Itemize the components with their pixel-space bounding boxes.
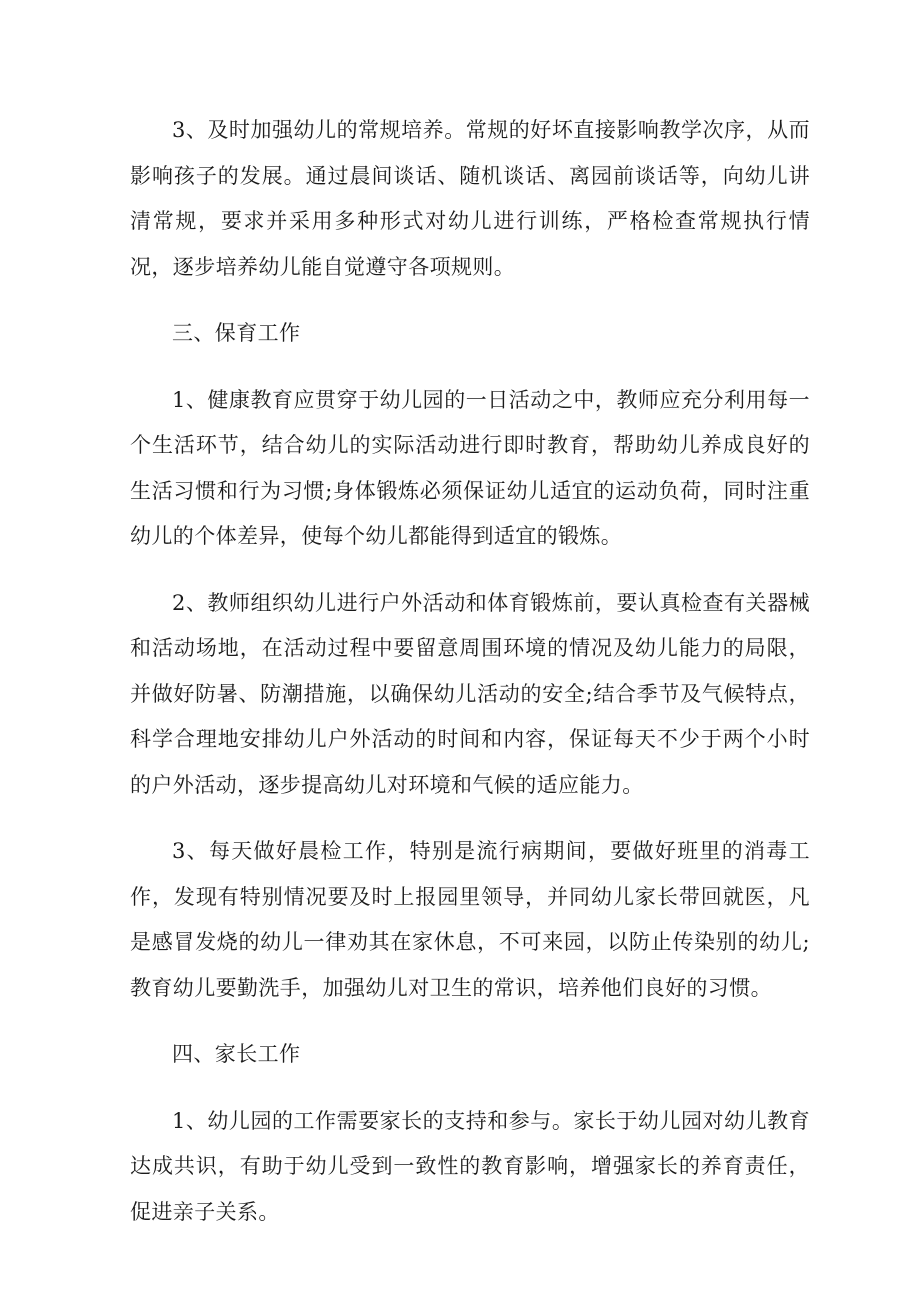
section-heading-parent-work: 四、家长工作 xyxy=(172,1042,301,1066)
paragraph-routine-training: 3、及时加强幼儿的常规培养。常规的好坏直接影响教学次序，从而影响孩子的发展。通过晨间谈话、随机谈话、离园前谈话等，向幼儿讲清常规，要求并采用多种形式对幼儿进行训练，严格检查常规执行情况，逐步培养幼儿能自觉遵守各项规则。 xyxy=(130,118,810,279)
section-heading-childcare: 三、保育工作 xyxy=(172,321,301,345)
paragraph-parent-support: 1、幼儿园的工作需要家长的支持和参与。家长于幼儿园对幼儿教育达成共识，有助于幼儿受到一致性的教育影响，增强家长的养育责任，促进亲子关系。 xyxy=(130,1108,810,1224)
paragraph-health-education: 1、健康教育应贯穿于幼儿园的一日活动之中，教师应充分利用每一个生活环节，结合幼儿的实际活动进行即时教育，帮助幼儿养成良好的生活习惯和行为习惯;身体锻炼必须保证幼儿适宜的运动负荷，同时注重幼儿的个体差异，使每个幼儿都能得到适宜的锻炼。 xyxy=(130,387,810,548)
document-body xyxy=(130,108,810,1256)
paragraph-outdoor-activities: 2、教师组织幼儿进行户外活动和体育锻炼前，要认真检查有关器械和活动场地，在活动过程中要留意周围环境的情况及幼儿能力的局限，并做好防暑、防潮措施，以确保幼儿活动的安全;结合季节及气候特点，科学合理地安排幼儿户外活动的时间和内容，保证每天不少于两个小时的户外活动，逐步提高幼儿对环境和气候的适应能力。 xyxy=(130,590,810,797)
paragraph-morning-check: 3、每天做好晨检工作，特别是流行病期间，要做好班里的消毒工作，发现有特别情况要及时上报园里领导，并同幼儿家长带回就医，凡是感冒发烧的幼儿一律劝其在家休息，不可来园，以防止传染别的幼儿;教育幼儿要勤洗手，加强幼儿对卫生的常识，培养他们良好的习惯。 xyxy=(130,839,810,1000)
